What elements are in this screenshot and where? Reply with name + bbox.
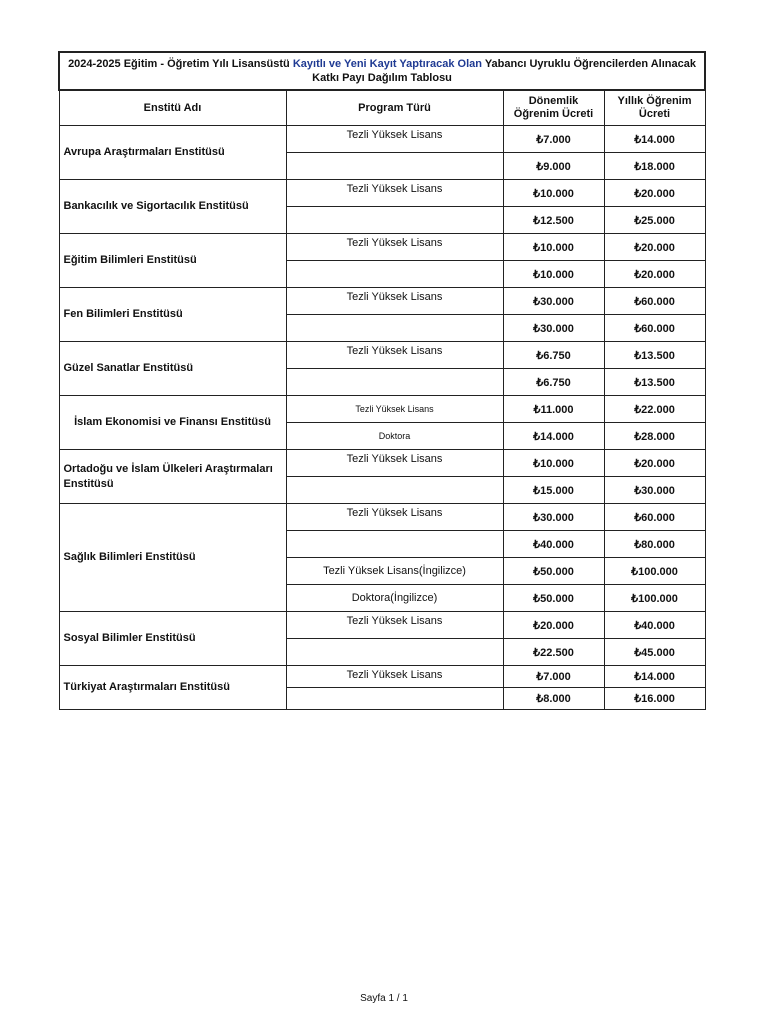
- term-fee: ₺12.500: [503, 207, 604, 234]
- term-fee: ₺10.000: [503, 261, 604, 288]
- header-year-fee: Yıllık Öğrenim Ücreti: [604, 90, 705, 126]
- year-fee: ₺60.000: [604, 315, 705, 342]
- term-fee: ₺22.500: [503, 639, 604, 666]
- program-type: Tezli Yüksek Lisans(İngilizce): [286, 558, 503, 585]
- program-type: Tezli Yüksek Lisans: [286, 396, 503, 423]
- table-row: [59, 234, 705, 261]
- term-fee: ₺30.000: [503, 315, 604, 342]
- institute-name: Fen Bilimleri Enstitüsü: [59, 288, 286, 342]
- term-fee: ₺7.000: [503, 126, 604, 153]
- program-type: [286, 315, 503, 342]
- year-fee: ₺60.000: [604, 288, 705, 315]
- institute-name: İslam Ekonomisi ve Finansı Enstitüsü: [59, 396, 286, 450]
- table-row: [59, 612, 705, 639]
- institute-name: Türkiyat Araştırmaları Enstitüsü: [59, 666, 286, 710]
- program-type: Tezli Yüksek Lisans: [286, 666, 503, 688]
- year-fee: ₺45.000: [604, 639, 705, 666]
- program-type: [286, 207, 503, 234]
- fee-table: [58, 51, 706, 710]
- year-fee: ₺100.000: [604, 585, 705, 612]
- header-institute: Enstitü Adı: [59, 90, 286, 126]
- term-fee: ₺6.750: [503, 342, 604, 369]
- year-fee: ₺13.500: [604, 342, 705, 369]
- year-fee: ₺100.000: [604, 558, 705, 585]
- term-fee: ₺50.000: [503, 585, 604, 612]
- program-type: [286, 639, 503, 666]
- table-row: [59, 450, 705, 477]
- page-footer: Sayfa 1 / 1: [360, 993, 408, 1004]
- institute-name: Eğitim Bilimleri Enstitüsü: [59, 234, 286, 288]
- table-row: [59, 288, 705, 315]
- term-fee: ₺6.750: [503, 369, 604, 396]
- institute-name: Avrupa Araştırmaları Enstitüsü: [59, 126, 286, 180]
- term-fee: ₺30.000: [503, 288, 604, 315]
- term-fee: ₺40.000: [503, 531, 604, 558]
- term-fee: ₺50.000: [503, 558, 604, 585]
- program-type: [286, 369, 503, 396]
- program-type: Doktora: [286, 423, 503, 450]
- year-fee: ₺14.000: [604, 126, 705, 153]
- program-type: Tezli Yüksek Lisans: [286, 612, 503, 639]
- program-type: [286, 477, 503, 504]
- header-term-fee: Dönemlik Öğrenim Ücreti: [503, 90, 604, 126]
- program-type: Tezli Yüksek Lisans: [286, 450, 503, 477]
- term-fee: ₺15.000: [503, 477, 604, 504]
- institute-name: Sağlık Bilimleri Enstitüsü: [59, 504, 286, 612]
- program-type: [286, 688, 503, 710]
- year-fee: ₺20.000: [604, 261, 705, 288]
- term-fee: ₺11.000: [503, 396, 604, 423]
- year-fee: ₺80.000: [604, 531, 705, 558]
- term-fee: ₺10.000: [503, 180, 604, 207]
- header-program: Program Türü: [286, 90, 503, 126]
- table-row: [59, 126, 705, 153]
- year-fee: ₺20.000: [604, 450, 705, 477]
- program-type: Tezli Yüksek Lisans: [286, 504, 503, 531]
- term-fee: ₺10.000: [503, 450, 604, 477]
- program-type: [286, 531, 503, 558]
- year-fee: ₺60.000: [604, 504, 705, 531]
- year-fee: ₺30.000: [604, 477, 705, 504]
- year-fee: ₺40.000: [604, 612, 705, 639]
- program-type: Tezli Yüksek Lisans: [286, 288, 503, 315]
- year-fee: ₺16.000: [604, 688, 705, 710]
- term-fee: ₺9.000: [503, 153, 604, 180]
- program-type: [286, 261, 503, 288]
- term-fee: ₺14.000: [503, 423, 604, 450]
- year-fee: ₺25.000: [604, 207, 705, 234]
- program-type: Tezli Yüksek Lisans: [286, 342, 503, 369]
- institute-name: Güzel Sanatlar Enstitüsü: [59, 342, 286, 396]
- year-fee: ₺18.000: [604, 153, 705, 180]
- institute-name: Sosyal Bilimler Enstitüsü: [59, 612, 286, 666]
- title-part-3: Yabancı Uyruklu Öğrencilerden Alınacak Katkı Payı Dağılım Tablosu: [312, 58, 696, 84]
- year-fee: ₺20.000: [604, 180, 705, 207]
- title-part-2: Kayıtlı ve Yeni Kayıt Yaptıracak Olan: [292, 58, 485, 70]
- program-type: Tezli Yüksek Lisans: [286, 126, 503, 153]
- table-row: [59, 504, 705, 531]
- program-type: Tezli Yüksek Lisans: [286, 180, 503, 207]
- table-row: [59, 666, 705, 688]
- table-row: [59, 342, 705, 369]
- term-fee: ₺7.000: [503, 666, 604, 688]
- table-title: [59, 52, 705, 90]
- year-fee: ₺20.000: [604, 234, 705, 261]
- year-fee: ₺28.000: [604, 423, 705, 450]
- table-row: [59, 180, 705, 207]
- year-fee: ₺22.000: [604, 396, 705, 423]
- program-type: [286, 153, 503, 180]
- year-fee: ₺14.000: [604, 666, 705, 688]
- institute-name: Bankacılık ve Sigortacılık Enstitüsü: [59, 180, 286, 234]
- title-part-1: 2024-2025 Eğitim - Öğretim Yılı Lisansüstü: [68, 58, 293, 70]
- term-fee: ₺8.000: [503, 688, 604, 710]
- year-fee: ₺13.500: [604, 369, 705, 396]
- table-row: [59, 396, 705, 423]
- term-fee: ₺30.000: [503, 504, 604, 531]
- term-fee: ₺20.000: [503, 612, 604, 639]
- program-type: Doktora(İngilizce): [286, 585, 503, 612]
- term-fee: ₺10.000: [503, 234, 604, 261]
- institute-name: Ortadoğu ve İslam Ülkeleri Araştırmaları Enstitüsü: [59, 450, 286, 504]
- program-type: Tezli Yüksek Lisans: [286, 234, 503, 261]
